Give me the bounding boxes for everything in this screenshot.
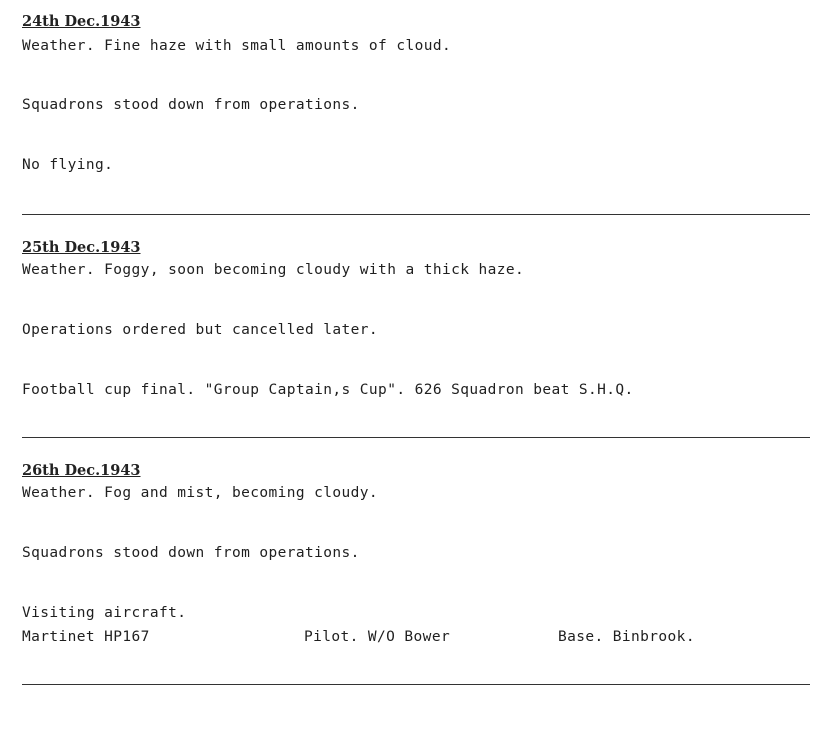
entry-26-dec — [22, 463, 812, 622]
operations-line: Squadrons stood down from operations. — [22, 97, 360, 113]
note-line: Visiting aircraft. — [22, 605, 187, 621]
note-line: Football cup final. "Group Captain,s Cup". 626 Squadron beat S.H.Q. — [22, 382, 634, 398]
divider-rule — [22, 684, 810, 685]
operations-line: Operations ordered but cancelled later. — [22, 322, 379, 338]
aircraft-type: Martinet HP167 — [22, 629, 150, 645]
divider-rule — [22, 214, 810, 215]
entry-25-dec — [22, 240, 812, 399]
operations-line: Squadrons stood down from operations. — [22, 545, 360, 561]
weather-line: Weather. Fog and mist, becoming cloudy. — [22, 485, 379, 501]
aircraft-pilot: Pilot. W/O Bower — [304, 629, 451, 645]
entry-24-dec — [22, 14, 812, 174]
entry-date: 25th Dec.1943 — [22, 239, 141, 256]
entry-date: 26th Dec.1943 — [22, 462, 141, 479]
divider-rule — [22, 437, 810, 438]
weather-line: Weather. Foggy, soon becoming cloudy with a thick haze. — [22, 262, 525, 278]
note-line: No flying. — [22, 157, 114, 173]
weather-line: Weather. Fine haze with small amounts of cloud. — [22, 38, 452, 54]
aircraft-base: Base. Binbrook. — [558, 629, 695, 645]
entry-date: 24th Dec.1943 — [22, 13, 141, 30]
